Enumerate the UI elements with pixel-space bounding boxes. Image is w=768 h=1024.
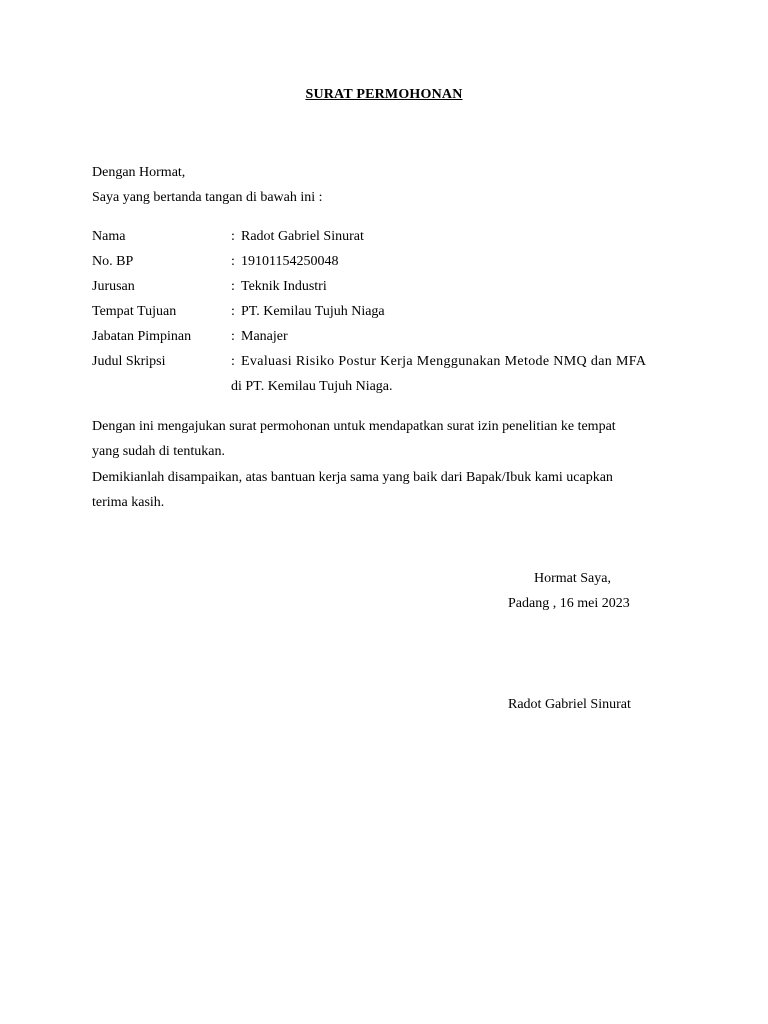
field-label: Judul Skripsi <box>92 354 166 369</box>
paragraph-request-line-2: yang sudah di tentukan. <box>92 444 225 459</box>
field-label: Jabatan Pimpinan <box>92 329 192 344</box>
field-label: No. BP <box>92 254 134 269</box>
field-separator: : <box>231 229 235 244</box>
field-label: Jurusan <box>92 279 135 294</box>
paragraph-thanks-line-1: Demikianlah disampaikan, atas bantuan kerja sama yang baik dari Bapak/Ibuk kami ucapkan <box>92 470 613 485</box>
field-label: Tempat Tujuan <box>92 304 177 319</box>
field-separator: : <box>231 304 235 319</box>
paragraph-request-line-1: Dengan ini mengajukan surat permohonan untuk mendapatkan surat izin penelitian ke tempat <box>92 419 616 434</box>
field-row-jurusan <box>92 278 692 296</box>
field-separator: : <box>231 279 235 294</box>
signer-name: Radot Gabriel Sinurat <box>508 697 631 712</box>
intro-line: Saya yang bertanda tangan di bawah ini : <box>92 190 323 205</box>
field-row-judul-skripsi <box>92 353 692 371</box>
field-separator: : <box>231 254 235 269</box>
field-label: Nama <box>92 229 126 244</box>
field-row-no-bp <box>92 253 692 271</box>
field-row-jabatan-pimpinan <box>92 328 692 346</box>
field-value: Manajer <box>241 329 288 344</box>
field-value: 19101154250048 <box>241 254 339 269</box>
field-value: Teknik Industri <box>241 279 327 294</box>
field-separator: : <box>231 354 235 369</box>
field-row-nama <box>92 228 692 246</box>
letter-title: SURAT PERMOHONAN <box>305 87 463 102</box>
field-value: PT. Kemilau Tujuh Niaga <box>241 304 385 319</box>
field-row-tempat-tujuan <box>92 303 692 321</box>
greeting: Dengan Hormat, <box>92 165 186 180</box>
field-value: Radot Gabriel Sinurat <box>241 229 364 244</box>
thesis-title-continuation: di PT. Kemilau Tujuh Niaga. <box>231 379 393 394</box>
field-value: Evaluasi Risiko Postur Kerja Menggunakan Metode NMQ dan MFA <box>241 354 647 369</box>
field-separator: : <box>231 329 235 344</box>
place-and-date: Padang , 16 mei 2023 <box>508 596 630 611</box>
paragraph-thanks-line-2: terima kasih. <box>92 495 165 510</box>
closing-salutation: Hormat Saya, <box>534 571 611 586</box>
